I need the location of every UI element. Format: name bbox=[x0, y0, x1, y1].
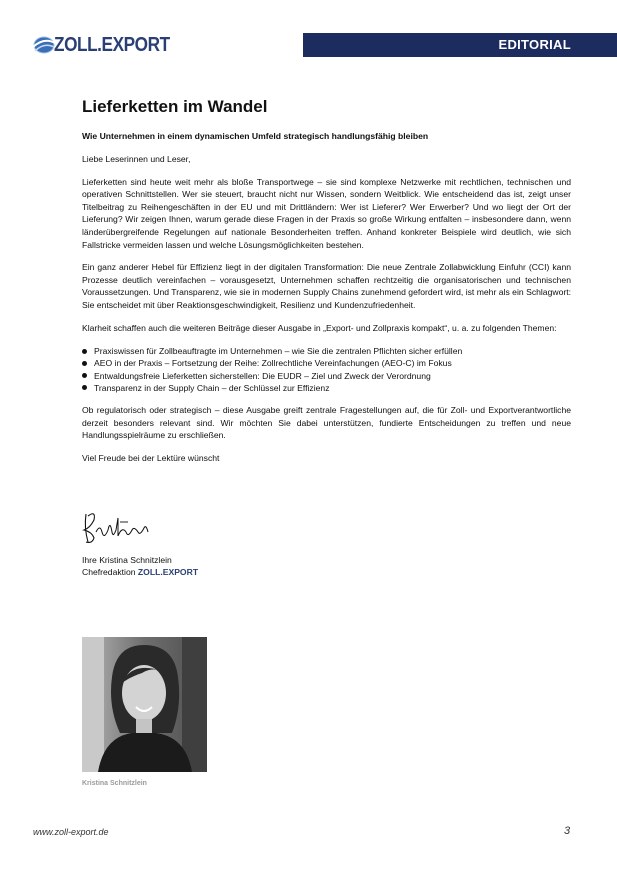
section-label: EDITORIAL bbox=[303, 33, 617, 57]
topic-text: Transparenz in der Supply Chain – der Schlüssel zur Effizienz bbox=[94, 382, 330, 393]
article-title: Lieferketten im Wandel bbox=[82, 97, 268, 116]
signoff-role: Chefredaktion bbox=[82, 567, 136, 577]
globe-icon bbox=[32, 33, 56, 55]
brand-logo bbox=[32, 30, 170, 60]
signoff-name: Ihre Kristina Schnitzlein bbox=[82, 555, 172, 565]
signoff-role-line bbox=[82, 566, 198, 578]
greeting: Liebe Leserinnen und Leser, bbox=[82, 154, 191, 164]
topic-text: AEO in der Praxis – Fortsetzung der Reihe: Zollrechtliche Vereinfachungen (AEO-C) im Fokus bbox=[94, 358, 452, 369]
logo-text: ZOLL.EXPORT bbox=[54, 34, 170, 56]
bullet-icon bbox=[82, 361, 87, 366]
paragraph-2: Ein ganz anderer Hebel für Effizienz liegt in der digitalen Transformation: Die neue Zentrale Zollabwicklung Einfuhr (CCI) kann Prozesse deutlich vereinfachen – vorausgesetzt, Unternehmen schaffen rechtzeitig die organisatorischen und technischen Voraussetzungen. Und Transparenz, wie sie in modernen Supply Chains zunehmend gefordert wird, ist mehr als ein Schlagwort: Sie entscheidet mit über Reaktionsgeschwindigkeit, Resilienz und Kundenzufriedenheit. bbox=[82, 262, 571, 310]
article bbox=[82, 96, 571, 464]
list-item bbox=[82, 345, 571, 357]
handwritten-signature bbox=[82, 508, 154, 548]
bullet-icon bbox=[82, 373, 87, 378]
article-subtitle: Wie Unternehmen in einem dynamischen Umfeld strategisch handlungsfähig bleiben bbox=[82, 131, 429, 141]
list-item bbox=[82, 382, 571, 394]
topic-list bbox=[82, 345, 571, 394]
farewell: Viel Freude bei der Lektüre wünscht bbox=[82, 452, 220, 463]
footer-url[interactable]: www.zoll-export.de bbox=[33, 827, 109, 837]
signoff-brand: ZOLL.EXPORT bbox=[137, 567, 199, 577]
topic-text: Entwaldungsfreie Lieferketten sicherstellen: Die EUDR – Ziel und Zweck der Verordnung bbox=[94, 370, 431, 381]
photo-caption: Kristina Schnitzlein bbox=[82, 780, 147, 787]
paragraph-3: Klarheit schaffen auch die weiteren Beiträge dieser Ausgabe in „Export- und Zollpraxis kompakt“, u. a. zu folgenden Themen: bbox=[82, 322, 557, 333]
page-number: 3 bbox=[564, 825, 571, 837]
author-photo bbox=[82, 637, 207, 772]
bullet-icon bbox=[82, 349, 87, 354]
closing-paragraph: Ob regulatorisch oder strategisch – diese Ausgabe greift zentrale Fragestellungen auf, die für Zoll- und Exportverantwortliche derzeit besonders relevant sind. Wir möchten Sie dabei unterstützen, fundierte Entscheidungen zu treffen und neue Handlungsspielräume zu erschließen. bbox=[82, 404, 571, 441]
bullet-icon bbox=[82, 385, 87, 390]
topic-text: Praxiswissen für Zollbeauftragte im Unternehmen – wie Sie die zentralen Pflichten sicher erfüllen bbox=[94, 346, 463, 357]
list-item bbox=[82, 357, 571, 369]
list-item bbox=[82, 370, 571, 382]
paragraph-1: Lieferketten sind heute weit mehr als bloße Transportwege – sie sind komplexe Netzwerke mit rechtlichen, technischen und operativen Schnittstellen. Wer sie steuert, braucht nicht nur Wissen, sondern Weitblick. Wie entscheidend das ist, zeigt unser Titelbeitrag zu Reihengeschäften in der EU und mit Drittländern: Wer ist Lieferer? Wer Erwerber? Und wo liegt der Ort der Lieferung? Wir zeigen Ihnen, warum gerade diese Fragen in der Praxis so große Wirkung entfalten – insbesondere dann, wenn länderübergreifende Regelungen auf nationale Besonderheiten treffen. Anhand konkreter Beispiele wird deutlich, wie sich Fallstricke vermeiden lassen und welche Lösungsmöglichkeiten bestehen. bbox=[82, 176, 571, 250]
